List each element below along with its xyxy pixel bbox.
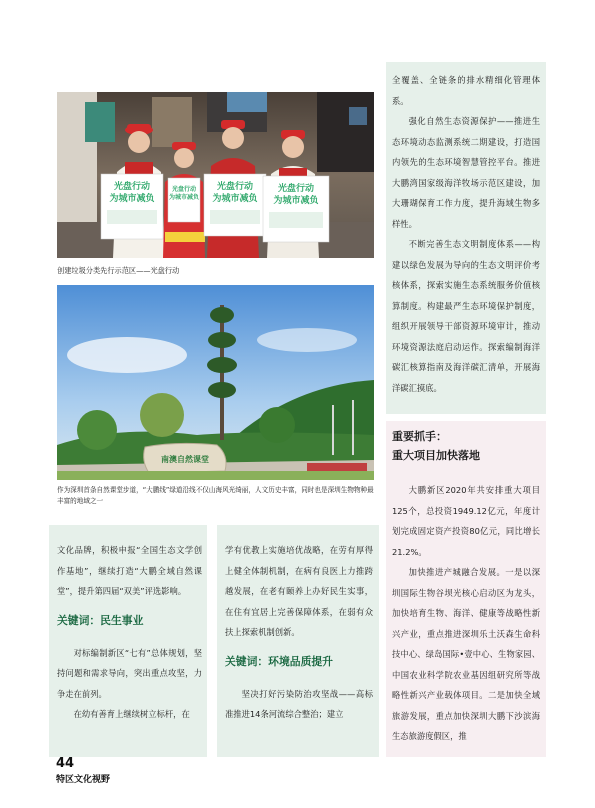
page-number: 44 [56,756,75,771]
photo-clean-plate-campaign [57,92,374,258]
paragraph: 加快推进产城融合发展。一是以深圳国际生物谷坝光核心启动区为龙头，加快培育生物、海洋、健康等战略性新兴产业，重点推进深圳乐土沃森生命科技中心、绿岛国际•壹中心、生物家园、中国农业科学院农业基因组研究所等战略性新兴产业载体项目。二是加快全域旅游发展，重点加快深圳大鹏下沙滨海生态旅游度假区，推 [392,567,540,741]
heading-line-1: 重要抓手： [392,430,447,443]
paragraph: 全覆盖、全链条的排水精细化管理体系。 [392,75,540,106]
svg-text:为城市减负: 为城市减负 [168,194,200,201]
photo-caption-2: 作为深圳首条自然课堂步道，“大鹏线”绿道沿线不仅山海风光绮丽，人文历史丰富，同时也是深圳生物物种最丰富的地域之一 [57,486,374,505]
svg-text:为城市减负: 为城市减负 [273,196,319,206]
paragraph: 对标编制新区“七有”总体规划，坚持问题和需求导向，突出重点攻坚，力争走在前列。 [57,647,202,699]
paragraph: 文化品牌，积极申报“全国生态文学创作基地”，继续打造“大鹏全域自然课堂”，提升第四届“双美”评选影响。 [57,545,202,596]
paragraph: 大鹏新区2020年共安排重大项目125个，总投资1949.12亿元，年度计划完成固定资产投资80亿元，同比增长21.2%。 [392,485,540,557]
keyword-heading-environment: 关键词：环境品质提升 [225,654,333,668]
svg-text:为城市减负: 为城市减负 [212,194,258,204]
svg-text:光盘行动: 光盘行动 [171,186,197,193]
svg-text:南澳自然课堂: 南澳自然课堂 [161,454,209,464]
svg-text:光盘行动: 光盘行动 [113,182,151,192]
section-heading-major-projects [392,427,542,465]
heading-line-2: 重大项目加快落地 [392,449,480,462]
svg-text:光盘行动: 光盘行动 [277,184,315,194]
paragraph: 不断完善生态文明制度体系——构建以绿色发展为导向的生态文明评价考核体系，探索实施生态系统服务价值核算制度。构建最严生态环境保护制度，组织开展领导干部资源环境审计，推动环境资源法庭启动运作。探索编制海洋碳汇核算指南及海洋碳汇清单，开展海洋碳汇摸底。 [392,239,540,393]
keyword-heading-livelihood: 关键词：民生事业 [57,613,144,627]
photo-nature-classroom-trail [57,285,374,480]
column-right-top [392,70,540,398]
column-left [57,540,202,725]
paragraph: 强化自然生态资源保护——推进生态环境动态监测系统二期建设，打造国内领先的生态环境智慧管控平台。推进大鹏湾国家级海洋牧场示范区建设，加大珊瑚保育工作力度，提升海域生物多样性。 [392,116,540,229]
column-right-bottom [392,480,540,747]
magazine-logo: 特区文化视野 [56,775,111,785]
paragraph: 学有优教上实施培优战略，在劳有厚得上健全体制机制，在病有良医上力推跨越发展，在老有颐养上办好民生实事，在住有宜居上完善保障体系，在弱有众扶上探索机制创新。 [225,545,373,637]
paragraph: 在幼有善育上继续树立标杆，在 [73,709,190,719]
svg-text:光盘行动: 光盘行动 [216,182,254,192]
column-middle [225,540,373,725]
svg-text:为城市减负: 为城市减负 [109,194,155,204]
photo-caption-1: 创建垃圾分类先行示范区——光盘行动 [57,266,180,275]
paragraph: 坚决打好污染防治攻坚战——高标准推进14条河流综合整治；建立 [225,688,373,719]
